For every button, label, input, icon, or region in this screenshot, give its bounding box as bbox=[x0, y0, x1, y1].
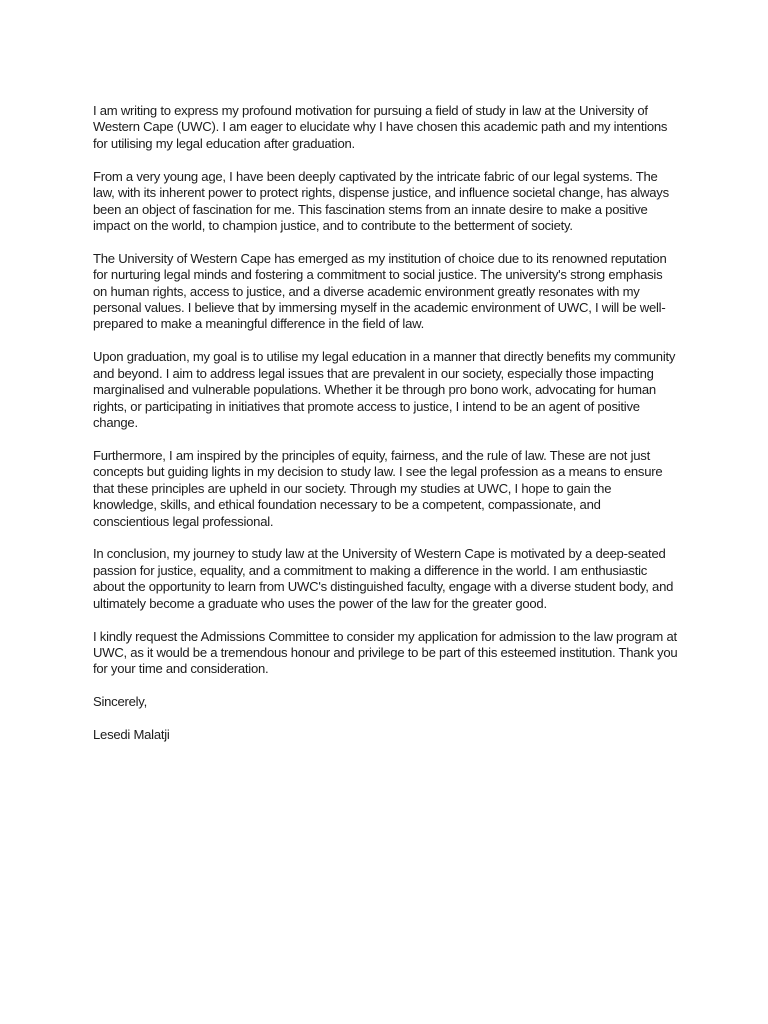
paragraph-request: I kindly request the Admissions Committee to consider my application for admission to the law program at UWC, as it would be a tremendous honour and privilege to be part of this esteemed institution. Thank you for your time and consideration. bbox=[93, 628, 678, 677]
signature-name: Lesedi Malatji bbox=[93, 727, 170, 743]
paragraph-conclusion: In conclusion, my journey to study law at the University of Western Cape is motivated by a deep-seated passion for justice, equality, and a commitment to making a difference in the world. I am enthusiastic about the opportunity to learn from UWC's distinguished faculty, engage with a diverse student body, and ultimately become a graduate who uses the power of the law for the greater good. bbox=[93, 546, 674, 611]
closing-salutation: Sincerely, bbox=[93, 694, 148, 710]
paragraph-principles: Furthermore, I am inspired by the principles of equity, fairness, and the rule of law. These are not just concepts but guiding lights in my decision to study law. I see the legal profession as a means to ensure that these principles are upheld in our society. Through my studies at UWC, I hope to gain the knowledge, skills, and ethical foundation necessary to be a competent, compassionate, and conscientious legal professional. bbox=[93, 447, 663, 529]
paragraph-early-interest: From a very young age, I have been deeply captivated by the intricate fabric of our legal systems. The law, with its inherent power to protect rights, dispense justice, and influence societal change, has always been an object of fascination for me. This fascination stems from an innate desire to make a positive impact on the world, to champion justice, and to contribute to the betterment of society. bbox=[93, 168, 669, 233]
paragraph-introduction: I am writing to express my profound motivation for pursuing a field of study in law at the University of Western Cape (UWC). I am eager to elucidate why I have chosen this academic path and my intentions for utilising my legal education after graduation. bbox=[93, 103, 668, 151]
paragraph-university-choice: The University of Western Cape has emerged as my institution of choice due to its renowned reputation for nurturing legal minds and fostering a commitment to social justice. The university's strong emphasis on human rights, access to justice, and a diverse academic environment greatly resonates with my personal values. I believe that by immersing myself in the academic environment of UWC, I will be well-prepared to make a meaningful difference in the field of law. bbox=[93, 250, 667, 332]
paragraph-post-graduation-goals: Upon graduation, my goal is to utilise my legal education in a manner that directly benefits my community and beyond. I aim to address legal issues that are prevalent in our society, especially those impacting marginalised and vulnerable populations. Whether it be through pro bono work, advocating for human rights, or participating in initiatives that promote access to justice, I intend to be an agent of positive change. bbox=[93, 349, 676, 430]
